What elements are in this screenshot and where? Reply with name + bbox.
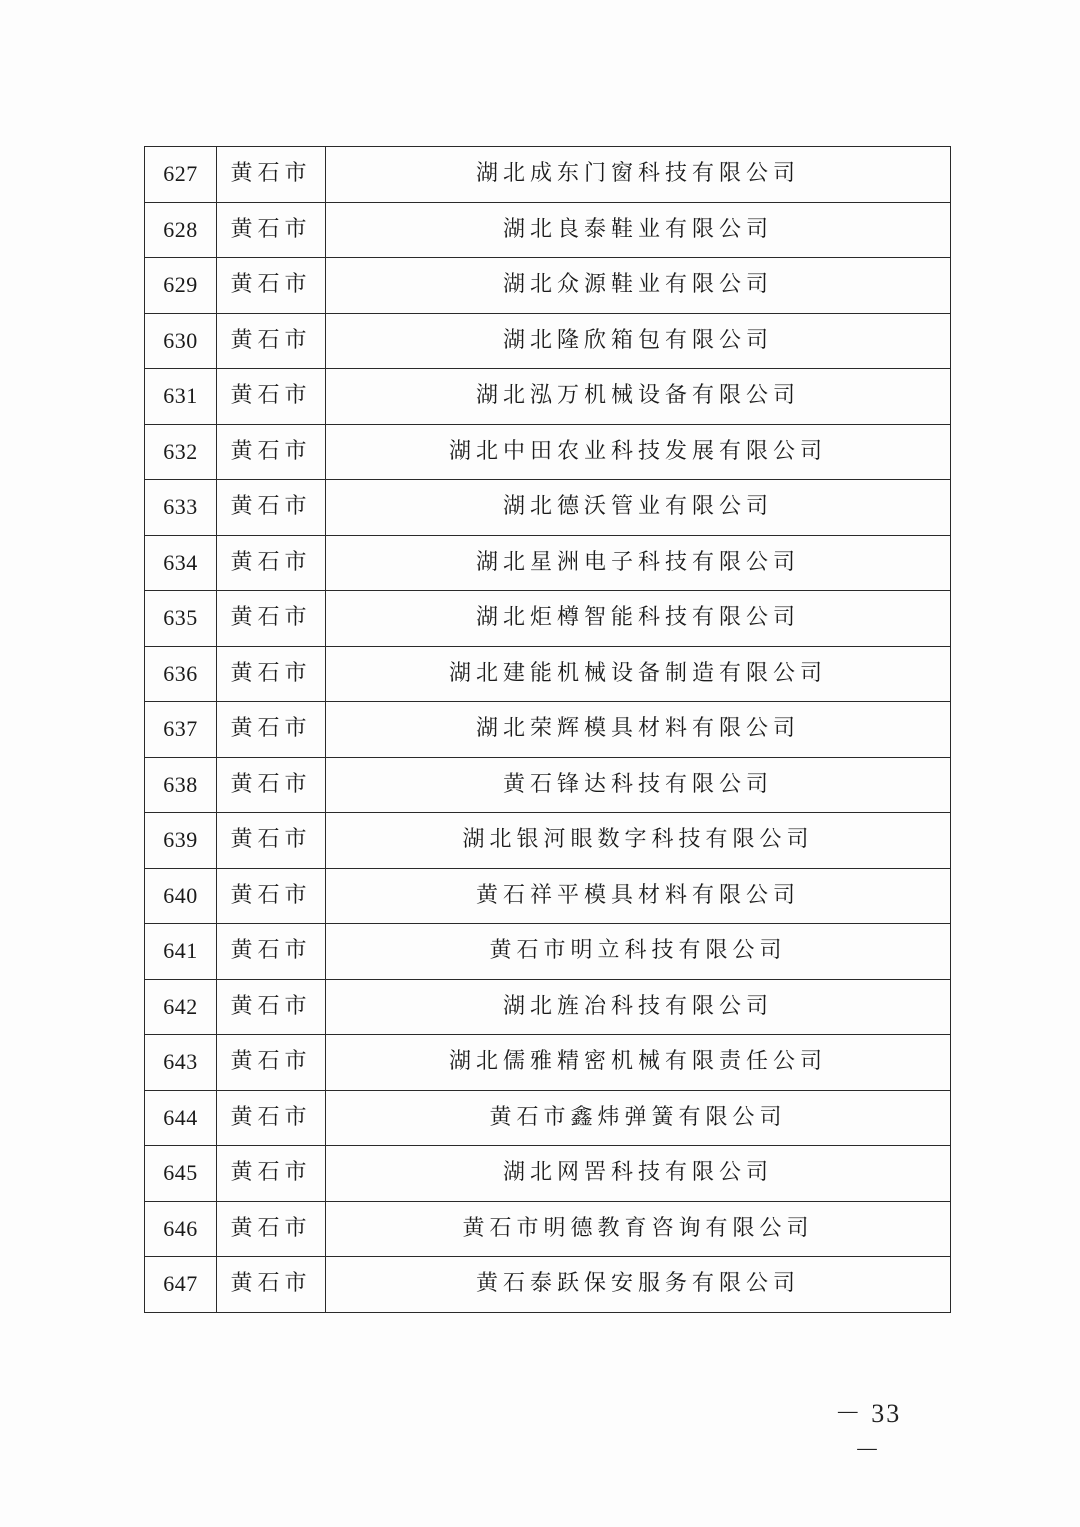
company-name-cell: 湖北儒雅精密机械有限责任公司 xyxy=(326,1035,951,1091)
row-number-cell: 644 xyxy=(145,1090,217,1146)
company-name-cell: 湖北隆欣箱包有限公司 xyxy=(326,313,951,369)
table-row xyxy=(145,646,951,702)
row-number-cell: 638 xyxy=(145,757,217,813)
city-cell: 黄石市 xyxy=(217,369,326,425)
table-row xyxy=(145,1035,951,1091)
row-number-cell: 639 xyxy=(145,813,217,869)
table-row xyxy=(145,258,951,314)
city-cell: 黄石市 xyxy=(217,868,326,924)
table-row xyxy=(145,757,951,813)
company-name-cell: 黄石泰跃保安服务有限公司 xyxy=(326,1257,951,1313)
city-cell: 黄石市 xyxy=(217,424,326,480)
city-cell: 黄石市 xyxy=(217,646,326,702)
row-number-cell: 632 xyxy=(145,424,217,480)
city-cell: 黄石市 xyxy=(217,258,326,314)
company-name-cell: 黄石锋达科技有限公司 xyxy=(326,757,951,813)
row-number-cell: 640 xyxy=(145,868,217,924)
page-number: － 33 － xyxy=(834,1399,902,1465)
row-number-cell: 647 xyxy=(145,1257,217,1313)
row-number-cell: 645 xyxy=(145,1146,217,1202)
company-name-cell: 湖北建能机械设备制造有限公司 xyxy=(326,646,951,702)
table-row xyxy=(145,202,951,258)
city-cell: 黄石市 xyxy=(217,924,326,980)
table-row xyxy=(145,313,951,369)
company-name-cell: 黄石市明德教育咨询有限公司 xyxy=(326,1201,951,1257)
table-row xyxy=(145,591,951,647)
city-cell: 黄石市 xyxy=(217,702,326,758)
company-name-cell: 湖北德沃管业有限公司 xyxy=(326,480,951,536)
city-cell: 黄石市 xyxy=(217,1090,326,1146)
company-name-cell: 湖北银河眼数字科技有限公司 xyxy=(326,813,951,869)
row-number-cell: 634 xyxy=(145,535,217,591)
table-row xyxy=(145,1146,951,1202)
row-number-cell: 641 xyxy=(145,924,217,980)
city-cell: 黄石市 xyxy=(217,202,326,258)
row-number-cell: 630 xyxy=(145,313,217,369)
company-name-cell: 湖北成东门窗科技有限公司 xyxy=(326,147,951,203)
company-name-cell: 黄石祥平模具材料有限公司 xyxy=(326,868,951,924)
table-row xyxy=(145,979,951,1035)
city-cell: 黄石市 xyxy=(217,757,326,813)
table-row xyxy=(145,147,951,203)
table-row xyxy=(145,1201,951,1257)
company-name-cell: 湖北炬樽智能科技有限公司 xyxy=(326,591,951,647)
city-cell: 黄石市 xyxy=(217,1257,326,1313)
city-cell: 黄石市 xyxy=(217,480,326,536)
city-cell: 黄石市 xyxy=(217,1201,326,1257)
table-row xyxy=(145,369,951,425)
row-number-cell: 633 xyxy=(145,480,217,536)
row-number-cell: 646 xyxy=(145,1201,217,1257)
city-cell: 黄石市 xyxy=(217,1146,326,1202)
company-name-cell: 湖北中田农业科技发展有限公司 xyxy=(326,424,951,480)
city-cell: 黄石市 xyxy=(217,313,326,369)
company-name-cell: 黄石市明立科技有限公司 xyxy=(326,924,951,980)
company-name-cell: 黄石市鑫炜弹簧有限公司 xyxy=(326,1090,951,1146)
city-cell: 黄石市 xyxy=(217,1035,326,1091)
table-row xyxy=(145,1090,951,1146)
row-number-cell: 635 xyxy=(145,591,217,647)
company-name-cell: 湖北旌冶科技有限公司 xyxy=(326,979,951,1035)
row-number-cell: 631 xyxy=(145,369,217,425)
city-cell: 黄石市 xyxy=(217,535,326,591)
company-name-cell: 湖北良泰鞋业有限公司 xyxy=(326,202,951,258)
table-row xyxy=(145,868,951,924)
table-row xyxy=(145,813,951,869)
table-body xyxy=(145,147,951,1313)
row-number-cell: 636 xyxy=(145,646,217,702)
company-name-cell: 湖北网罟科技有限公司 xyxy=(326,1146,951,1202)
city-cell: 黄石市 xyxy=(217,147,326,203)
table-row xyxy=(145,702,951,758)
table-row xyxy=(145,424,951,480)
company-name-cell: 湖北众源鞋业有限公司 xyxy=(326,258,951,314)
company-name-cell: 湖北星洲电子科技有限公司 xyxy=(326,535,951,591)
company-name-cell: 湖北泓万机械设备有限公司 xyxy=(326,369,951,425)
row-number-cell: 637 xyxy=(145,702,217,758)
row-number-cell: 642 xyxy=(145,979,217,1035)
row-number-cell: 628 xyxy=(145,202,217,258)
city-cell: 黄石市 xyxy=(217,591,326,647)
table-row xyxy=(145,535,951,591)
table-row xyxy=(145,1257,951,1313)
row-number-cell: 629 xyxy=(145,258,217,314)
city-cell: 黄石市 xyxy=(217,979,326,1035)
company-list-table xyxy=(144,146,951,1313)
table-row xyxy=(145,480,951,536)
row-number-cell: 627 xyxy=(145,147,217,203)
company-name-cell: 湖北荣辉模具材料有限公司 xyxy=(326,702,951,758)
city-cell: 黄石市 xyxy=(217,813,326,869)
table-row xyxy=(145,924,951,980)
row-number-cell: 643 xyxy=(145,1035,217,1091)
